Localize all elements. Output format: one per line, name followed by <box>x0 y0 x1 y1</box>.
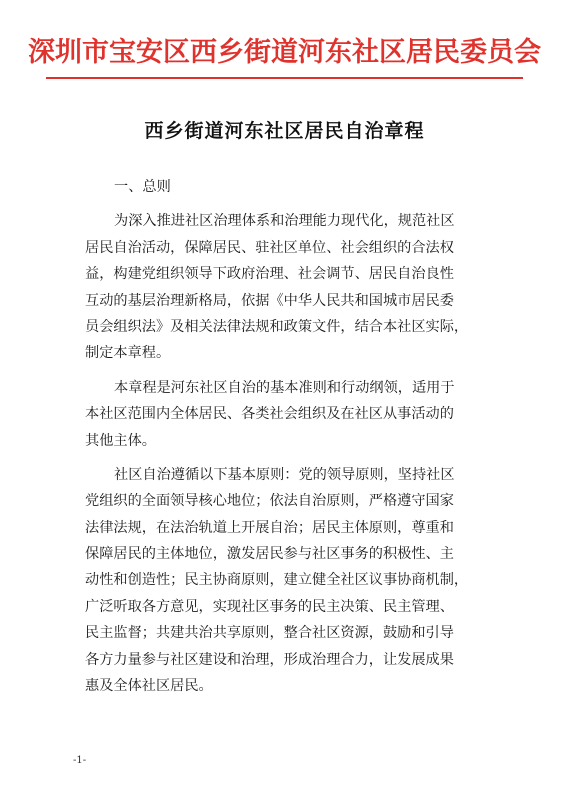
paragraph-gap <box>85 454 485 462</box>
paragraph-line: 党组织的全面领导核心地位；依法自治原则，严格遵守国家 <box>85 493 454 510</box>
paragraph-gap <box>85 367 485 375</box>
document-title: 西乡街道河东社区居民自治章程 <box>144 120 425 142</box>
paragraph-line: 互动的基层治理新格局，依据《中华人民共和国城市居民委 <box>85 292 454 309</box>
paragraph-line: 为深入推进社区治理体系和治理能力现代化，规范社区 <box>114 213 455 230</box>
paragraph-line: 广泛听取各方意见，实现社区事务的民主决策、民主管理、 <box>85 598 454 615</box>
paragraph-line: 员会组织法》及相关法律法规和政策文件，结合本社区实际， <box>85 318 469 335</box>
paragraph-principles <box>85 462 485 700</box>
page-number: -1- <box>73 755 87 766</box>
paragraph-gap <box>85 200 485 208</box>
paragraph-line: 其他主体。 <box>85 432 156 449</box>
paragraph-line: 居民自治活动，保障居民、驻社区单位、社会组织的合法权 <box>85 239 454 256</box>
paragraph-line: 各方力量参与社区建设和治理，形成治理合力，让发展成果 <box>85 651 454 668</box>
paragraph-scope <box>85 375 485 454</box>
paragraph-line: 制定本章程。 <box>85 345 171 362</box>
section-heading: 一、总则 <box>114 179 171 195</box>
paragraph-line: 本章程是河东社区自治的基本准则和行动纲领，适用于 <box>114 379 455 396</box>
paragraph-line: 民主监督；共建共治共享原则，整合社区资源，鼓励和引导 <box>85 625 454 642</box>
paragraph-line: 法律法规，在法治轨道上开展自治；居民主体原则，尊重和 <box>85 519 454 536</box>
paragraph-line: 惠及全体社区居民。 <box>85 678 213 695</box>
paragraph-line: 保障居民的主体地位，激发居民参与社区事务的积极性、主 <box>85 546 454 563</box>
paragraph-purpose <box>85 208 485 366</box>
paragraph-line: 动性和创造性；民主协商原则，建立健全社区议事协商机制， <box>85 572 469 589</box>
paragraph-line: 益，构建党组织领导下政府治理、社会调节、居民自治良性 <box>85 266 454 283</box>
paragraph-line: 本社区范围内全体居民、各类社会组织及在社区从事活动的 <box>85 406 454 423</box>
letterhead-divider <box>46 77 523 79</box>
paragraph-line: 社区自治遵循以下基本原则：党的领导原则，坚持社区 <box>114 466 455 483</box>
letterhead-title: 深圳市宝安区西乡街道河东社区居民委员会 <box>28 37 541 68</box>
document-body <box>85 174 485 699</box>
